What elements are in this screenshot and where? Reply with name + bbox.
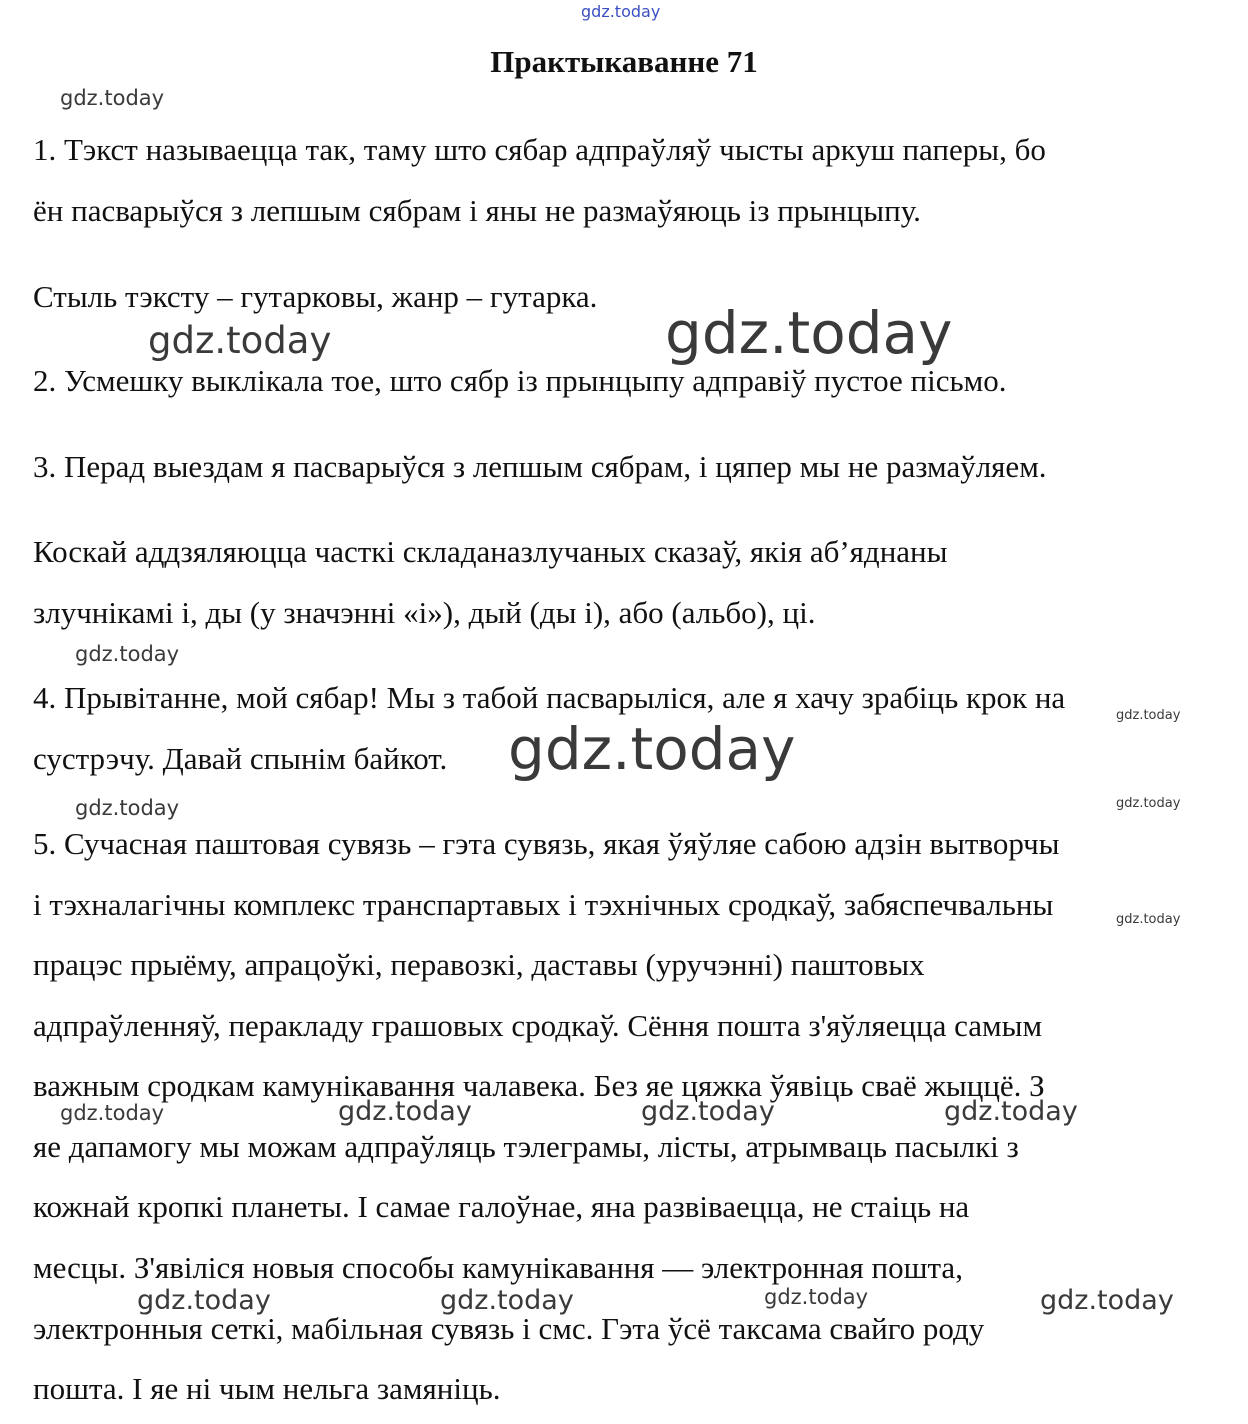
watermark: gdz.today	[1040, 1285, 1174, 1316]
watermark: gdz.today	[75, 796, 180, 820]
watermark: gdz.today	[1116, 912, 1181, 927]
text-line-12: працэс прыёму, апрацоўкі, перавозкі, даставы (уручэнні) паштовых	[33, 947, 925, 982]
watermark: gdz.today	[60, 1101, 165, 1125]
watermark: gdz.today	[508, 715, 796, 783]
text-line-1: 1. Тэкст называецца так, таму што сябар адпраўляў чысты аркуш паперы, бо	[33, 132, 1046, 167]
watermark: gdz.today	[944, 1096, 1078, 1127]
text-line-15: яе дапамогу мы можам адпраўляць тэлеграмы, лісты, атрымваць пасылкі з	[33, 1129, 1019, 1164]
text-line-4: 2. Усмешку выклікала тое, што сябр із прынцыпу адправіў пустое пісьмо.	[33, 363, 1007, 398]
text-line-5: 3. Перад выездам я пасварыўся з лепшым сябрам, і цяпер мы не размаўляем.	[33, 449, 1047, 484]
page-title: Практыкаванне 71	[490, 44, 758, 79]
watermark: gdz.today	[764, 1285, 869, 1309]
text-line-3: Стыль тэксту – гутарковы, жанр – гутарка.	[33, 279, 598, 314]
watermark: gdz.today	[665, 299, 953, 367]
text-line-7: злучнікамі і, ды (у значэнні «і»), дый (ды і), або (альбо), ці.	[33, 595, 816, 630]
text-line-14: важным сродкам камунікавання чалавека. Без яе цяжка ўявіць сваё жыццё. З	[33, 1068, 1045, 1103]
text-line-13: адпраўленняў, перакладу грашовых сродкаў. Сёння пошта з'яўляецца самым	[33, 1008, 1043, 1043]
watermark: gdz.today	[440, 1285, 574, 1316]
text-line-16: кожнай кропкі планеты. І самае галоўнае, яна развіваецца, не стаіць на	[33, 1189, 970, 1224]
text-line-19: пошта. І яе ні чым нельга замяніць.	[33, 1371, 501, 1406]
watermark: gdz.today	[60, 86, 165, 110]
text-line-17: месцы. З'явіліся новыя способы камунікавання — электронная пошта,	[33, 1250, 963, 1285]
watermark: gdz.today	[1116, 796, 1181, 811]
watermark: gdz.today	[338, 1096, 472, 1127]
text-line-6: Коскай аддзяляюцца часткі складаназлучаных сказаў, якія аб’яднаны	[33, 534, 948, 569]
text-line-18: электронныя сеткі, мабільная сувязь і смс. Гэта ўсё таксама свайго роду	[33, 1311, 985, 1346]
watermark: gdz.today	[148, 319, 332, 362]
text-line-9: сустрэчу. Давай спынім байкот.	[33, 741, 448, 776]
watermark: gdz.today	[1116, 708, 1181, 723]
text-line-8: 4. Прывітанне, мой сябар! Мы з табой пасварыліся, але я хачу зрабіць крок на	[33, 680, 1066, 715]
watermark: gdz.today	[75, 642, 180, 666]
text-line-2: ён пасварыўся з лепшым сябрам і яны не размаўяюць із прынцыпу.	[33, 193, 921, 228]
watermark: gdz.today	[581, 2, 661, 21]
watermark: gdz.today	[641, 1096, 775, 1127]
watermark: gdz.today	[137, 1285, 271, 1316]
text-line-10: 5. Сучасная паштовая сувязь – гэта сувязь, якая ўяўляе сабою адзін вытворчы	[33, 826, 1060, 861]
text-line-11: і тэхналагічны комплекс транспартавых і тэхнічных сродкаў, забяспечвальны	[33, 887, 1054, 922]
